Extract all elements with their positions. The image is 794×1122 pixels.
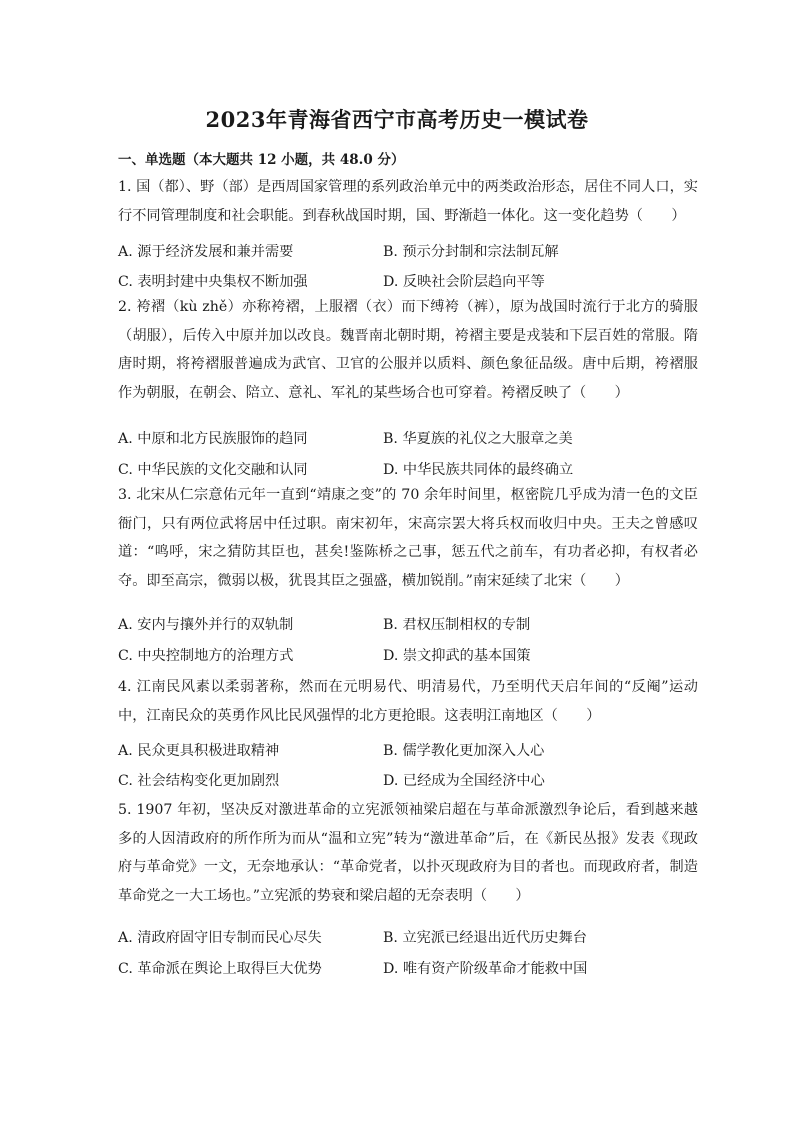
question-1-option-b[interactable]: B. 预示分封制和宗法制瓦解: [383, 244, 559, 260]
question-5-stem: 5. 1907 年初，坚决反对激进革命的立宪派领袖梁启超在与革命派激烈争论后，看到越来越多的人因清政府的所作所为而从“温和立宪”转为“激进革命”后，在《新民丛报》发表《现政府与革命党》一文，无奈地承认：“革命党者，以扑灭现政府为目的者也。而现政府者，制造革命党之一大工场也。”立宪派的势衰和梁启超的无奈表明（ ）: [118, 802, 698, 904]
question-3-option-b[interactable]: B. 君权压制相权的专制: [383, 617, 531, 633]
question-2-option-a[interactable]: A. 中原和北方民族服饰的趋同: [118, 431, 308, 447]
question-4-stem: 4. 江南民风素以柔弱著称，然而在元明易代、明清易代，乃至明代天启年间的“反阉”运动中，江南民众的英勇作风比民风强悍的北方更抢眼。这表明江南地区（ ）: [118, 679, 698, 724]
section-heading: 一、单选题（本大题共 12 小题，共 48.0 分）: [118, 152, 405, 168]
question-3-option-c[interactable]: C. 中央控制地方的治理方式: [118, 648, 294, 664]
question-1-option-d[interactable]: D. 反映社会阶层趋向平等: [383, 274, 545, 290]
question-3-option-a[interactable]: A. 安内与攘外并行的双轨制: [118, 617, 294, 633]
question-4-option-d[interactable]: D. 已经成为全国经济中心: [383, 773, 545, 789]
page-title: 2023年青海省西宁市高考历史一模试卷: [205, 107, 589, 132]
question-3-stem: 3. 北宋从仁宗意佑元年一直到“靖康之变”的 70 余年时间里，枢密院几乎成为清一色的文臣衙门，只有两位武将居中任过职。南宋初年，宋高宗罢大将兵权而收归中央。王夫之曾感叹道：“鸣呼，宋之猜防其臣也，甚矣!鉴陈桥之己事，惩五代之前车，有功者必抑，有权者必夺。即至高宗，微弱以极，犹畏其臣之强盛，横加锐削。”南宋延续了北宋（ ）: [118, 487, 698, 589]
question-2-stem: 2. 袴褶（kù zhě）亦称袴褶，上服褶（衣）而下缚袴（裤），原为战国时流行于北方的骑服（胡服），后传入中原并加以改良。魏晋南北朝时期，袴褶主要是戎装和下层百姓的常服。隋唐时期，将袴褶服普遍成为武官、卫官的公服并以质料、颜色象征品级。唐中后期，袴褶服作为朝服，在朝会、陪立、意礼、军礼的某些场合也可穿着。袴褶反映了（ ）: [118, 299, 698, 401]
question-2-option-c[interactable]: C. 中华民族的文化交融和认同: [118, 462, 308, 478]
question-5-option-c[interactable]: C. 革命派在舆论上取得巨大优势: [118, 961, 322, 977]
question-4-option-c[interactable]: C. 社会结构变化更加剧烈: [118, 773, 280, 789]
question-4-option-a[interactable]: A. 民众更具积极进取精神: [118, 743, 280, 759]
question-2-option-b[interactable]: B. 华夏族的礼仪之大服章之美: [383, 431, 573, 447]
question-5-option-d[interactable]: D. 唯有资产阶级革命才能救中国: [383, 961, 588, 977]
question-5-option-a[interactable]: A. 清政府固守旧专制而民心尽失: [118, 930, 322, 946]
question-5-option-b[interactable]: B. 立宪派已经退出近代历史舞台: [383, 930, 587, 946]
question-2-option-d[interactable]: D. 中华民族共同体的最终确立: [383, 462, 574, 478]
question-1-stem: 1. 国（都）、野（部）是西周国家管理的系列政治单元中的两类政治形态，居住不同人口，实行不同管理制度和社会职能。到春秋战国时期，国、野渐趋一体化。这一变化趋势（ ）: [118, 179, 698, 224]
question-1-option-c[interactable]: C. 表明封建中央集权不断加强: [118, 274, 308, 290]
question-4-option-b[interactable]: B. 儒学教化更加深入人心: [383, 743, 545, 759]
question-1-option-a[interactable]: A. 源于经济发展和兼并需要: [118, 244, 294, 260]
question-3-option-d[interactable]: D. 崇文抑武的基本国策: [383, 648, 531, 664]
